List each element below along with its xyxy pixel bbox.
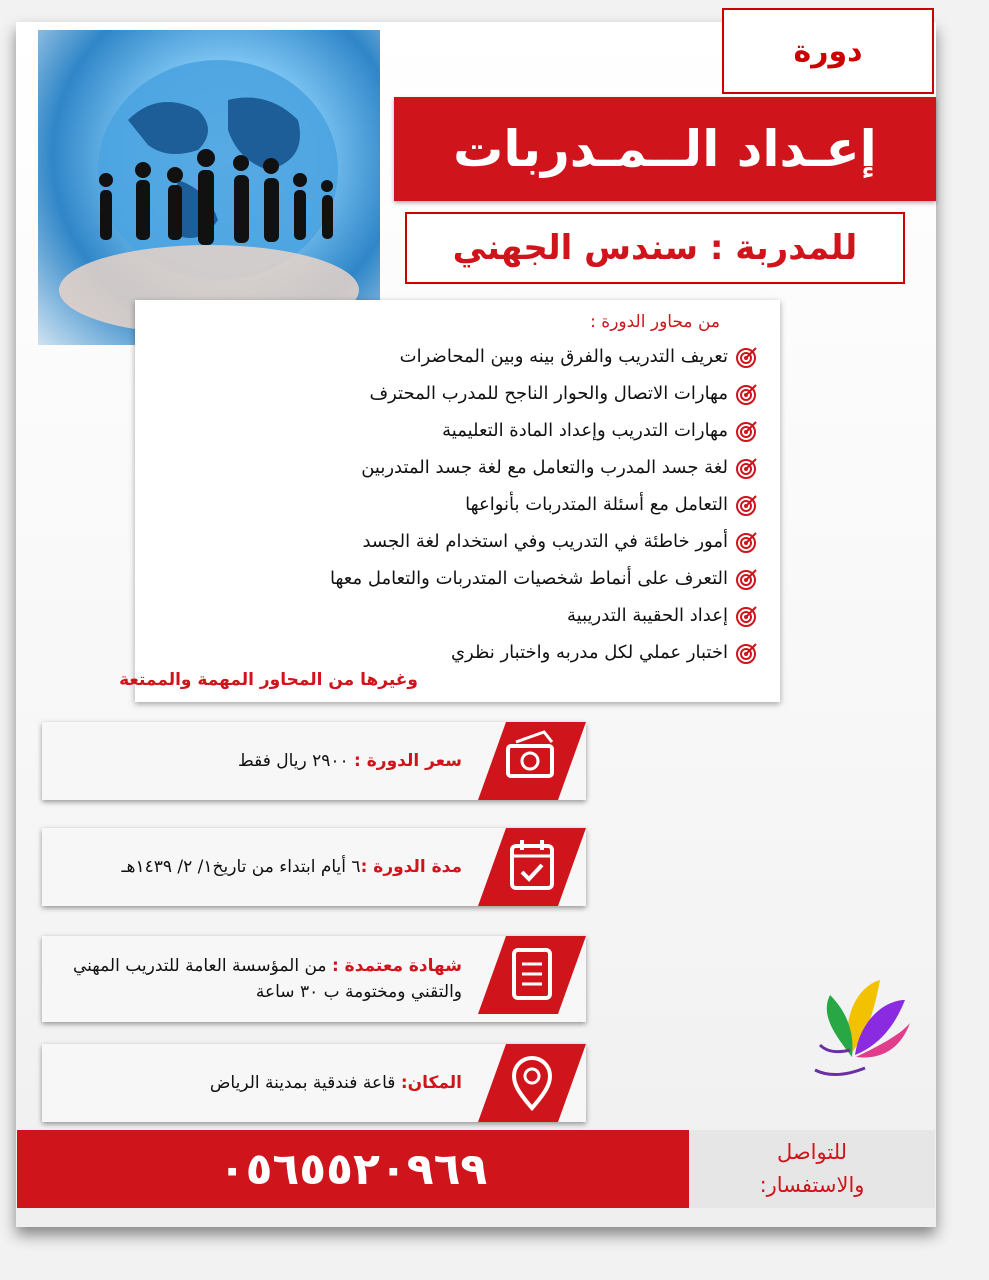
price-value: ٢٩٠٠ ريال فقط (237, 750, 349, 771)
feather-logo-icon (800, 975, 912, 1085)
target-icon (736, 531, 758, 553)
list-item: لغة جسد المدرب والتعامل مع لغة جسد المتدربين (330, 449, 758, 486)
duration-value: ٦ أيام ابتداء من تاريخ١/ ٢/ ١٤٣٩هـ (121, 856, 361, 877)
list-item: إعداد الحقيبة التدريبية (330, 597, 758, 634)
list-item: مهارات الاتصال والحوار الناجح للمدرب المحترف (330, 375, 758, 412)
price-panel (42, 722, 586, 800)
certificate-label: شهادة معتمدة : (331, 955, 462, 976)
certificate-value: من المؤسسة العامة للتدريب المهني والتقني ومختومة ب ٣٠ ساعة (72, 955, 462, 1002)
course-label-box: دورة (722, 8, 934, 94)
target-icon (736, 568, 758, 590)
topics-footer: وغيرها من المحاور المهمة والممتعة (119, 670, 418, 690)
list-item: التعامل مع أسئلة المتدربات بأنواعها (330, 486, 758, 523)
price-label: سعر الدورة : (354, 750, 462, 771)
location-value: قاعة فندقية بمدينة الرياض (209, 1072, 396, 1093)
target-icon (736, 383, 758, 405)
topics-list (330, 338, 758, 671)
list-item: التعرف على أنماط شخصيات المتدربات والتعامل معها (330, 560, 758, 597)
phone-number-bar[interactable]: ٠٥٦٥٥٢٠٩٦٩ (17, 1130, 689, 1208)
contact-line-2: والاستفسار: (759, 1173, 865, 1197)
globe-people-illustration (38, 30, 380, 345)
target-icon (736, 642, 758, 664)
topics-panel (119, 300, 780, 702)
money-icon (478, 722, 586, 800)
location-pin-icon (478, 1044, 586, 1122)
target-icon (736, 494, 758, 516)
target-icon (736, 346, 758, 368)
contact-label (689, 1130, 935, 1208)
course-title-banner: إعـداد الــمـدربات (394, 97, 936, 201)
certificate-panel (42, 936, 586, 1022)
calendar-check-icon (478, 828, 586, 906)
list-item: اختبار عملي لكل مدربه واختبار نظري (330, 634, 758, 671)
target-icon (736, 605, 758, 627)
list-item: مهارات التدريب وإعداد المادة التعليمية (330, 412, 758, 449)
location-label: المكان: (400, 1072, 462, 1093)
trainer-name-box: للمدربة : سندس الجهني (405, 212, 905, 284)
list-item: أمور خاطئة في التدريب وفي استخدام لغة الجسد (330, 523, 758, 560)
target-icon (736, 420, 758, 442)
topics-heading: من محاور الدورة : (590, 312, 720, 332)
location-panel (42, 1044, 586, 1122)
list-item: تعريف التدريب والفرق بينه وبين المحاضرات (330, 338, 758, 375)
target-icon (736, 457, 758, 479)
contact-line-1: للتواصل (776, 1140, 848, 1165)
duration-panel (42, 828, 586, 906)
duration-label: مدة الدورة : (360, 856, 462, 877)
document-icon (478, 936, 586, 1014)
